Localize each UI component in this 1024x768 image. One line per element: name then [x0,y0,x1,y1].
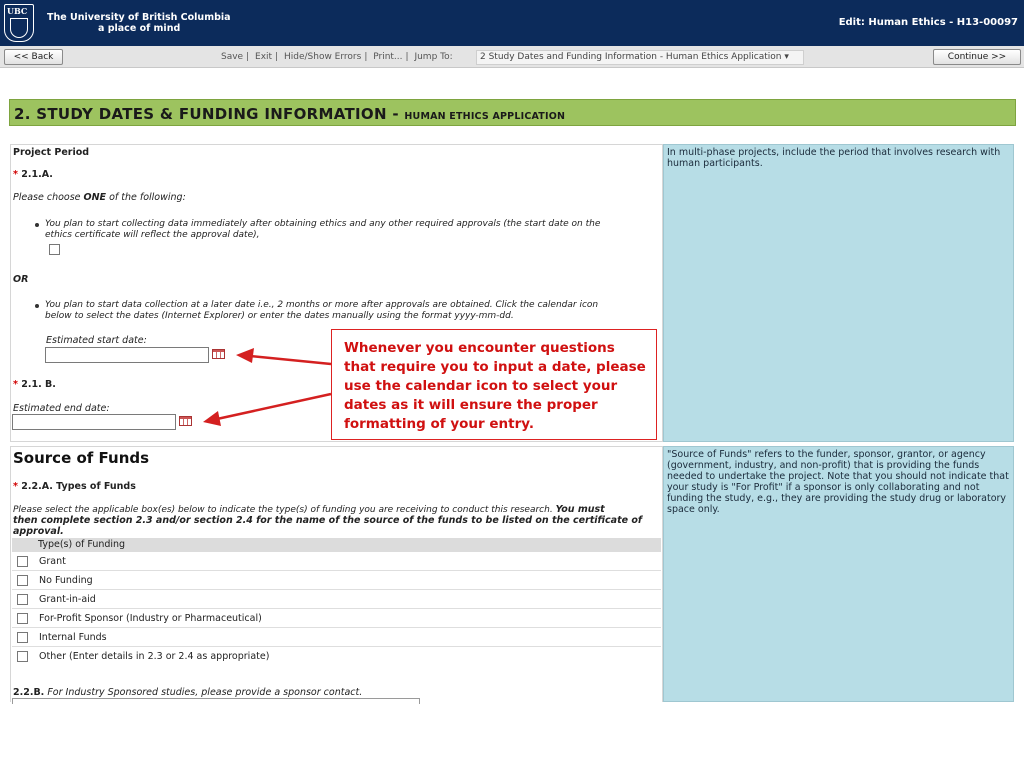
funds-instructions-line2: then complete section 2.3 and/or section 2.4 for the name of the source of the funds to be listed on the certificate of [13,515,643,526]
university-line1: The University of British Columbia [47,12,231,23]
question-number: 2.1. B. [21,379,56,390]
choose-suffix: of the following: [106,192,186,203]
jump-to-label: Jump To: [414,52,453,62]
funding-label: For-Profit Sponsor (Industry or Pharmaceutical) [39,613,262,624]
source-of-funds-heading: Source of Funds [13,449,150,467]
funds-instructions-bold: You must [555,504,605,515]
question-number: 2.1.A. [21,169,53,180]
edit-title: Edit: Human Ethics - H13-00097 [838,17,1018,28]
funding-label: Grant [39,556,66,567]
or-label: OR [13,274,29,285]
funding-label: Internal Funds [39,632,107,643]
choose-one: ONE [83,192,107,203]
required-marker: * [13,169,22,180]
funding-table-header: Type(s) of Funding [12,538,661,552]
funds-instructions-text: Please select the applicable box(es) below to indicate the type(s) of funding you are receiving to conduct this research. [13,505,556,515]
project-period-heading: Project Period [13,147,90,158]
start-date-label: Estimated start date: [46,335,147,346]
required-marker: * [13,481,22,492]
callout-text: Whenever you encounter questions that require you to input a date, please use the calendar icon to select your dates as it will ensure the proper formatting of your entry. [344,340,646,432]
question-number: 2.2.B. [13,687,45,698]
source-of-funds-help-text: "Source of Funds" refers to the funder, sponsor, grantor, or agency (government, industry, and non-profit) that is providing the funds needed to undertake the project. Note that you should not indicate that your study is "For Profit" if a sponsor is only collaborating and not funding the study, e.g., they are providing the study drug or laboratory space only. [667,449,1009,515]
question-number: 2.2.A. Types of Funds [21,481,136,492]
logo-text: UBC [7,6,28,16]
funding-label: No Funding [39,575,93,586]
print-link[interactable]: Print... [373,52,403,62]
funds-instructions-line3: approval. [13,526,64,537]
funding-label: Grant-in-aid [39,594,96,605]
back-button[interactable]: << Back [4,49,63,65]
exit-link[interactable]: Exit [255,52,273,62]
question-text: For Industry Sponsored studies, please provide a sponsor contact. [44,687,363,698]
chevron-down-icon: ▾ [784,52,789,62]
toolbar-menu: Save | Exit | Hide/Show Errors | Print... | Jump To: [221,52,453,62]
project-period-help-text: In multi-phase projects, include the period that involves research with human participants. [667,147,1001,169]
end-date-label: Estimated end date: [13,403,110,414]
save-link[interactable]: Save [221,52,244,62]
arrow-to-start-date [236,348,331,364]
option-later-line1: You plan to start data collection at a later date i.e., 2 months or more after approvals are obtained. Click the calendar icon [45,300,599,310]
section-subtitle: HUMAN ETHICS APPLICATION [404,111,566,122]
section-title: 2. STUDY DATES & FUNDING INFORMATION - [14,105,405,123]
required-marker: * [13,379,22,390]
jump-to-value: 2 Study Dates and Funding Information - Human Ethics Application [480,52,782,62]
university-tagline: a place of mind [98,23,181,34]
option-later-line2: below to select the dates (Internet Explorer) or enter the dates manually using the format yyyy-mm-dd. [45,311,514,321]
choose-prefix: Please choose [13,192,84,203]
arrow-to-end-date [203,394,331,426]
option-immediate-line1: You plan to start collecting data immediately after obtaining ethics and any other required approvals (the start date on the [45,219,601,229]
funding-label: Other (Enter details in 2.3 or 2.4 as appropriate) [39,651,270,662]
hide-show-errors-link[interactable]: Hide/Show Errors [283,52,362,62]
option-immediate-line2: ethics certificate will reflect the approval date), [45,230,260,240]
continue-button[interactable]: Continue >> [933,49,1021,65]
